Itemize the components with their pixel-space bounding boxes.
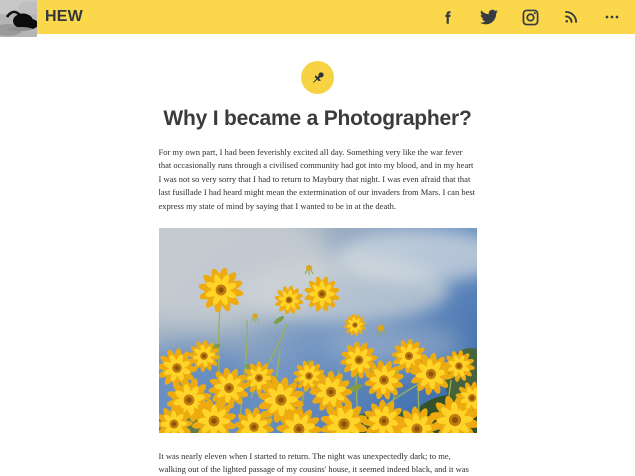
- site-header: [0, 0, 635, 34]
- instagram-icon[interactable]: [521, 8, 539, 26]
- rss-icon[interactable]: [562, 8, 580, 26]
- site-logo-image[interactable]: [0, 0, 37, 37]
- sunglasses-photo-icon: [0, 0, 37, 37]
- social-nav: [439, 8, 621, 26]
- facebook-icon[interactable]: [439, 8, 457, 26]
- post-photo: [159, 228, 477, 433]
- post-paragraph-2: It was nearly eleven when I started to return. The night was unexpectedly dark; to me, walking out of the lighted passage of my cousins' house, it seemed indeed black, and it was: [158, 451, 469, 475]
- post-article: [159, 61, 477, 476]
- flowers-photo: [159, 228, 477, 433]
- pin-badge: [301, 61, 334, 94]
- pushpin-icon: [309, 69, 327, 87]
- more-icon[interactable]: [603, 8, 621, 26]
- site-brand[interactable]: HEW: [45, 8, 83, 25]
- post-title: Why I became a Photographer?: [163, 107, 472, 130]
- twitter-icon[interactable]: [480, 8, 498, 26]
- post-paragraph-1: For my own part, I had been feverishly excited all day. Something very like the war fever that occasionally runs through a civilised community had got into my blood, and in my heart I was not so very sorry that I had to return to Maybury that night. I was even afraid that that last fusillade I had heard might mean the extermination of our invaders from Mars. I can best express my state of mind by saying that I wanted to be in at the death.: [158, 147, 476, 211]
